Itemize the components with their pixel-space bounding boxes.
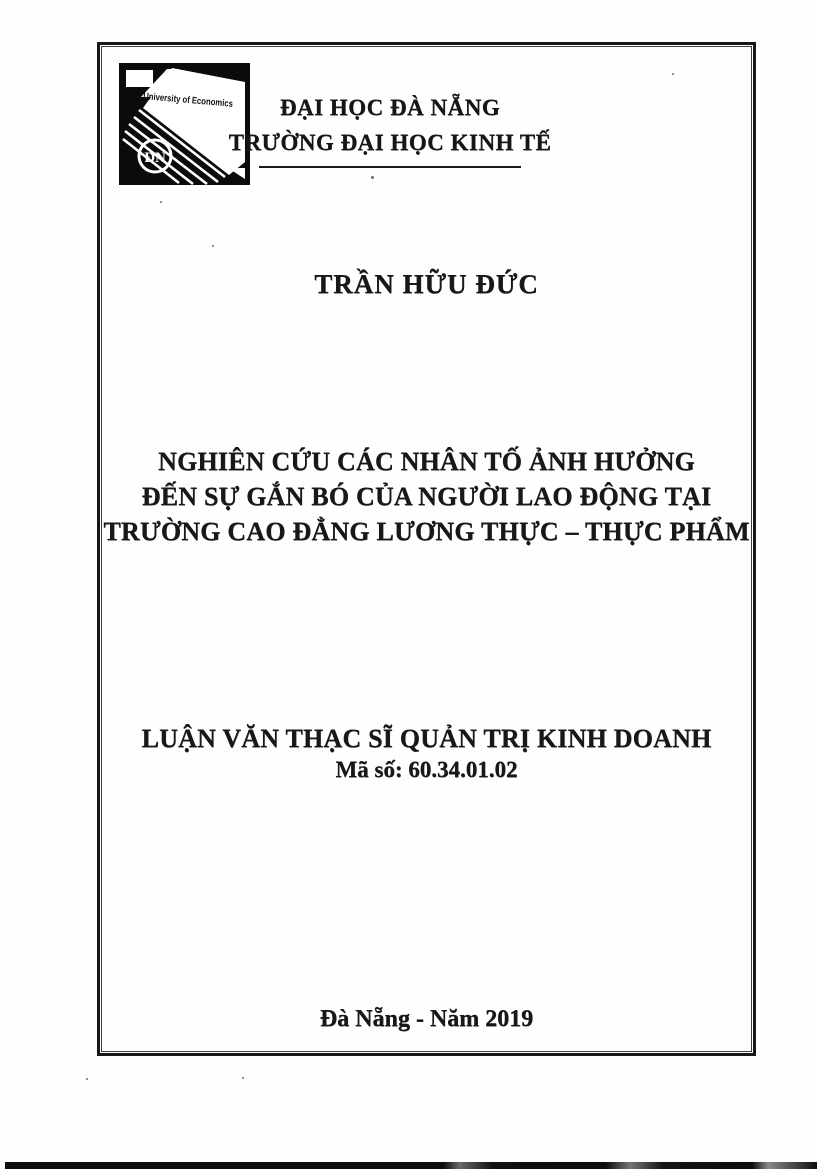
author-name: TRẦN HỮU ĐỨC xyxy=(314,269,539,299)
degree-block xyxy=(97,722,756,785)
scan-speck xyxy=(371,176,374,179)
logo-caption: University of Economics xyxy=(142,91,250,112)
major-code: Mã số: 60.34.01.02 xyxy=(335,757,518,782)
scan-edge-bar xyxy=(5,1162,817,1169)
thesis-title-line-1: NGHIÊN CỨU CÁC NHÂN TỐ ẢNH HƯỞNG xyxy=(157,447,695,476)
thesis-title-line-3: TRƯỜNG CAO ĐẲNG LƯƠNG THỰC – THỰC PHẨM xyxy=(103,517,750,546)
header xyxy=(96,90,684,168)
scan-speck xyxy=(242,1077,244,1079)
scan-speck xyxy=(212,245,214,247)
header-underline xyxy=(259,166,521,168)
scan-speck xyxy=(160,201,162,203)
university-name: ĐẠI HỌC ĐÀ NẴNG xyxy=(279,95,501,120)
scan-speck xyxy=(86,1078,88,1080)
document-border-frame xyxy=(97,42,756,1056)
place-year: Đà Nẵng - Năm 2019 xyxy=(319,1006,534,1032)
degree-name: LUẬN VĂN THẠC SĨ QUẢN TRỊ KINH DOANH xyxy=(141,724,712,753)
scan-speck xyxy=(672,73,674,75)
thesis-title xyxy=(97,444,756,549)
school-name: TRƯỜNG ĐẠI HỌC KINH TẾ xyxy=(228,130,552,155)
thesis-title-line-2: ĐẾN SỰ GẮN BÓ CỦA NGƯỜI LAO ĐỘNG TẠI xyxy=(141,482,712,511)
logo-monogram: ĐN xyxy=(144,150,166,166)
